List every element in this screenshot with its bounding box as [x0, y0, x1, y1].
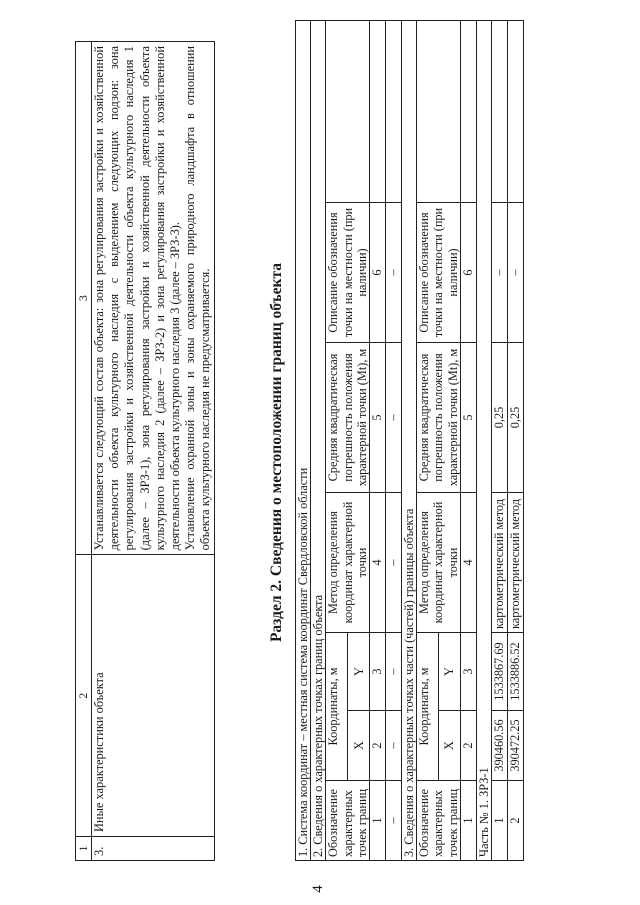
method-header: Метод определения координат характерной точки: [417, 493, 461, 633]
point-y: 1533867.69: [492, 633, 508, 711]
point-x: 390460.56: [492, 711, 508, 781]
numbering-cell: 5: [370, 343, 386, 493]
table-header-row: [326, 20, 348, 860]
row-number: 3.: [92, 837, 215, 861]
points-info-line: 2. Сведения о характерных точках границ объекта: [311, 20, 326, 860]
y-header: Y: [348, 633, 370, 711]
numbering-cell: 4: [460, 493, 476, 633]
designation-header: Обозначение характерных точек границ: [326, 781, 370, 861]
numbering-cell: 3: [460, 633, 476, 711]
spacer-cell: [417, 20, 461, 202]
numbering-cell: 6: [460, 203, 476, 343]
point-number: 2: [508, 781, 524, 861]
empty-cell: –: [386, 711, 402, 781]
description-header: Описание обозначения точки на местности (при наличии): [326, 203, 370, 343]
empty-cell: –: [386, 493, 402, 633]
table-row: [508, 20, 524, 860]
empty-cell: –: [386, 203, 402, 343]
spacer-cell: [386, 20, 402, 202]
spacer-cell: [492, 20, 508, 202]
numbering-row: [370, 20, 386, 860]
part-points-info-line: 3. Сведения о характерных точках части (частей) границы объекта: [402, 20, 417, 860]
numbering-cell: 6: [370, 203, 386, 343]
point-error: 0,25: [492, 343, 508, 493]
coords-header: Координаты, м: [417, 633, 439, 781]
numbering-cell: 1: [460, 781, 476, 861]
row-text-paragraph: Установление охранной зоны и зоны охраняемого природного ландшафта в отношении объекта культурного наследия не предусматривается.: [183, 46, 213, 551]
numbering-cell: 2: [460, 711, 476, 781]
boundary-points-table: [295, 20, 524, 861]
spacer-cell: [326, 20, 370, 202]
designation-header: Обозначение характерных точек границ: [417, 781, 461, 861]
row-label: Иные характеристики объекта: [92, 555, 215, 837]
row-text-paragraph: Устанавливается следующий состав объекта: зона регулирования застройки и хозяйственной деятельности объекта культурного наследия с выделением следующих подзон: зона регулирования застройки и хозяйственной деятельности объекта культурного наследия 1 (далее – ЗРЗ-1), зона регулирования застройки и хозяйственной деятельности объекта культурного наследия 2 (далее – ЗРЗ-2) и зона регулирования застройки и хозяйственной деятельности объекта культурного наследия 3 (далее – ЗРЗ-3).: [92, 46, 183, 551]
coords-header: Координаты, м: [326, 633, 348, 781]
numbering-cell: 2: [370, 711, 386, 781]
numbering-row: [460, 20, 476, 860]
page-number: 4: [310, 885, 326, 893]
header-cell: 3: [76, 42, 92, 555]
part-title: Часть № 1. ЗРЗ-1: [476, 20, 491, 860]
empty-cell: –: [386, 633, 402, 711]
method-header: Метод определения координат характерной точки: [326, 493, 370, 633]
error-header: Средняя квадратическая погрешность положения характерной точки (Mt), м: [326, 343, 370, 493]
empty-cell: –: [386, 343, 402, 493]
characteristics-table: [75, 41, 215, 861]
x-header: X: [348, 711, 370, 781]
empty-row: [386, 20, 402, 860]
point-method: картометрический метод: [492, 493, 508, 633]
x-header: X: [439, 711, 461, 781]
header-cell: 2: [76, 555, 92, 837]
point-description: –: [508, 203, 524, 343]
empty-cell: –: [386, 781, 402, 861]
table-header-row: [76, 42, 92, 861]
numbering-cell: 4: [370, 493, 386, 633]
coordinate-system-line: 1. Система координат – местная система координат Свердловской области: [296, 20, 311, 860]
spacer-cell: [460, 20, 476, 202]
table-row: [492, 20, 508, 860]
row-text: [92, 42, 215, 555]
point-number: 1: [492, 781, 508, 861]
point-error: 0,25: [508, 343, 524, 493]
numbering-cell: 5: [460, 343, 476, 493]
point-x: 390472.25: [508, 711, 524, 781]
numbering-cell: 3: [370, 633, 386, 711]
spacer-cell: [508, 20, 524, 202]
header-cell: 1: [76, 837, 92, 861]
point-y: 1533886.52: [508, 633, 524, 711]
section-title: Раздел 2. Сведения о местоположении границ объекта: [268, 262, 285, 643]
numbering-cell: 1: [370, 781, 386, 861]
y-header: Y: [439, 633, 461, 711]
point-description: –: [492, 203, 508, 343]
description-header: Описание обозначения точки на местности (при наличии): [417, 203, 461, 343]
table-row: [92, 42, 215, 861]
table-header-row: [417, 20, 439, 860]
spacer-cell: [370, 20, 386, 202]
point-method: картометрический метод: [508, 493, 524, 633]
error-header: Средняя квадратическая погрешность положения характерной точки (Mt), м: [417, 343, 461, 493]
